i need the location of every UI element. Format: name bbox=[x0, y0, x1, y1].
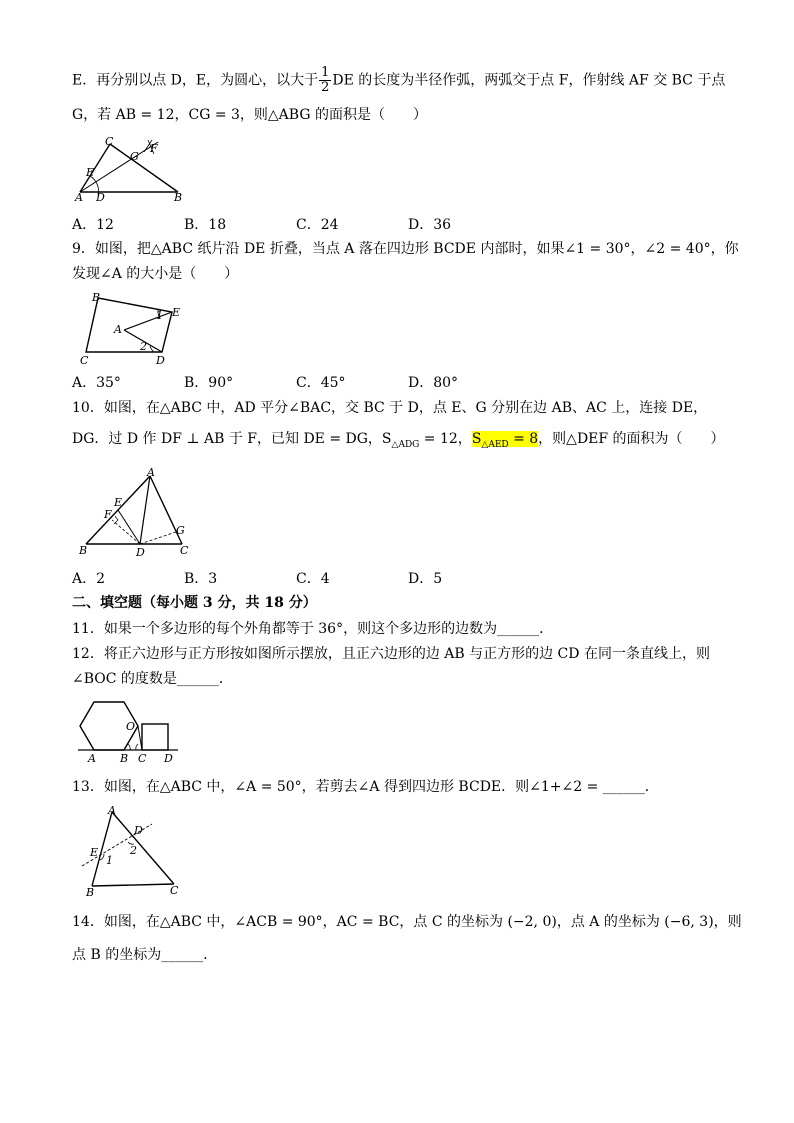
label-1: 1 bbox=[106, 854, 113, 867]
label-A: A bbox=[114, 323, 122, 336]
label-B: B bbox=[120, 752, 129, 765]
q10-subscript-adg: △ADG bbox=[391, 439, 420, 450]
label-E: E bbox=[86, 166, 95, 179]
label-O: O bbox=[126, 720, 136, 733]
label-E: E bbox=[172, 306, 181, 319]
q10-figure bbox=[78, 466, 194, 558]
label-A: A bbox=[88, 752, 96, 765]
fraction-numerator: 1 bbox=[321, 65, 330, 80]
label-2: 2 bbox=[140, 340, 147, 353]
label-A: A bbox=[108, 804, 116, 817]
q10-hl-value: = 8 bbox=[508, 431, 539, 447]
q10-highlight bbox=[471, 431, 539, 450]
section-heading: 二、填空题（每小题 3 分，共 18 分） bbox=[72, 595, 317, 611]
label-B: B bbox=[92, 291, 101, 304]
q10-hl-subscript: △AED bbox=[481, 439, 509, 450]
label-F: F bbox=[104, 508, 112, 521]
q8-text-a: E．再分别以点 D，E，为圆心，以大于 bbox=[72, 72, 319, 89]
label-C: C bbox=[138, 752, 147, 765]
label-C: C bbox=[180, 544, 189, 557]
q9-line2: 发现∠A 的大小是（ ） bbox=[72, 266, 239, 282]
label-F: F bbox=[150, 142, 158, 155]
q8-line2: G，若 AB = 12，CG = 3，则△ABG 的面积是（ ） bbox=[72, 107, 427, 123]
label-2: 2 bbox=[130, 844, 137, 857]
q8-text-b: DE 的长度为半径作弧，两弧交于点 F，作射线 AF 交 BC 于点 bbox=[332, 72, 726, 89]
q10-option-b[interactable]: B．3 bbox=[184, 571, 218, 587]
q8-line1 bbox=[72, 66, 725, 95]
label-E: E bbox=[90, 846, 99, 859]
q10-line2 bbox=[72, 430, 725, 454]
label-D: D bbox=[136, 546, 145, 558]
q9-figure bbox=[76, 290, 188, 368]
q10-text-b: = 12， bbox=[419, 431, 472, 447]
label-B: B bbox=[79, 544, 88, 557]
q10-option-a[interactable]: A．2 bbox=[72, 571, 106, 587]
q9-option-d[interactable]: D．80° bbox=[408, 375, 459, 391]
label-B: B bbox=[174, 191, 183, 202]
fraction-denominator: 2 bbox=[321, 80, 330, 95]
label-D: D bbox=[134, 824, 143, 837]
label-D: D bbox=[96, 191, 105, 202]
label-B: B bbox=[86, 886, 95, 896]
q12-line1: 12．将正六边形与正方形按如图所示摆放，且正六边形的边 AB 与正方形的边 CD 在同一条直线上，则 bbox=[72, 646, 710, 662]
q8-figure bbox=[74, 136, 186, 202]
label-D: D bbox=[156, 354, 165, 367]
label-C: C bbox=[105, 136, 114, 148]
q8-option-a[interactable]: A．12 bbox=[72, 217, 114, 233]
label-G: G bbox=[130, 150, 139, 163]
q11-line: 11．如果一个多边形的每个外角都等于 36°，则这个多边形的边数为______． bbox=[72, 621, 554, 637]
q10-text-c: ，则△DEF 的面积为（ ） bbox=[538, 431, 725, 447]
label-D: D bbox=[164, 752, 173, 765]
q10-line1: 10．如图，在△ABC 中，AD 平分∠BAC，交 BC 于 D，点 E、G 分别在边 AB、AC 上，连接 DE， bbox=[72, 400, 708, 416]
q13-line: 13．如图，在△ABC 中，∠A = 50°，若剪去∠A 得到四边形 BCDE．则∠1+∠2 = ______． bbox=[72, 779, 659, 795]
q8-option-d[interactable]: D．36 bbox=[408, 217, 452, 233]
label-A: A bbox=[75, 191, 83, 202]
q12-figure bbox=[76, 694, 180, 766]
label-C: C bbox=[170, 884, 179, 896]
q8-fraction bbox=[319, 66, 331, 95]
q14-line2: 点 B 的坐标为______． bbox=[72, 947, 218, 963]
q8-option-b[interactable]: B．18 bbox=[184, 217, 227, 233]
q14-line1: 14．如图，在△ABC 中，∠ACB = 90°，AC = BC，点 C 的坐标为 (−2, 0)，点 A 的坐标为 (−6, 3)，则 bbox=[72, 914, 742, 930]
q9-option-a[interactable]: A．35° bbox=[72, 375, 121, 391]
q13-figure bbox=[78, 804, 182, 896]
q9-line1: 9．如图，把△ABC 纸片沿 DE 折叠，当点 A 落在四边形 BCDE 内部时，如果∠1 = 30°，∠2 = 40°，你 bbox=[72, 241, 739, 257]
q9-option-c[interactable]: C．45° bbox=[296, 375, 346, 391]
q9-option-b[interactable]: B．90° bbox=[184, 375, 234, 391]
q10-hl-s: S bbox=[471, 431, 482, 447]
label-A: A bbox=[147, 466, 155, 479]
q12-line2: ∠BOC 的度数是______． bbox=[72, 671, 233, 687]
q8-option-c[interactable]: C．24 bbox=[296, 217, 339, 233]
label-G: G bbox=[176, 524, 185, 537]
label-1: 1 bbox=[156, 309, 163, 322]
q10-option-c[interactable]: C．4 bbox=[296, 571, 330, 587]
q10-option-d[interactable]: D．5 bbox=[408, 571, 443, 587]
label-E: E bbox=[114, 496, 123, 509]
label-C: C bbox=[80, 354, 89, 367]
q10-text-a: DG．过 D 作 DF ⊥ AB 于 F，已知 DE = DG，S bbox=[72, 431, 392, 447]
